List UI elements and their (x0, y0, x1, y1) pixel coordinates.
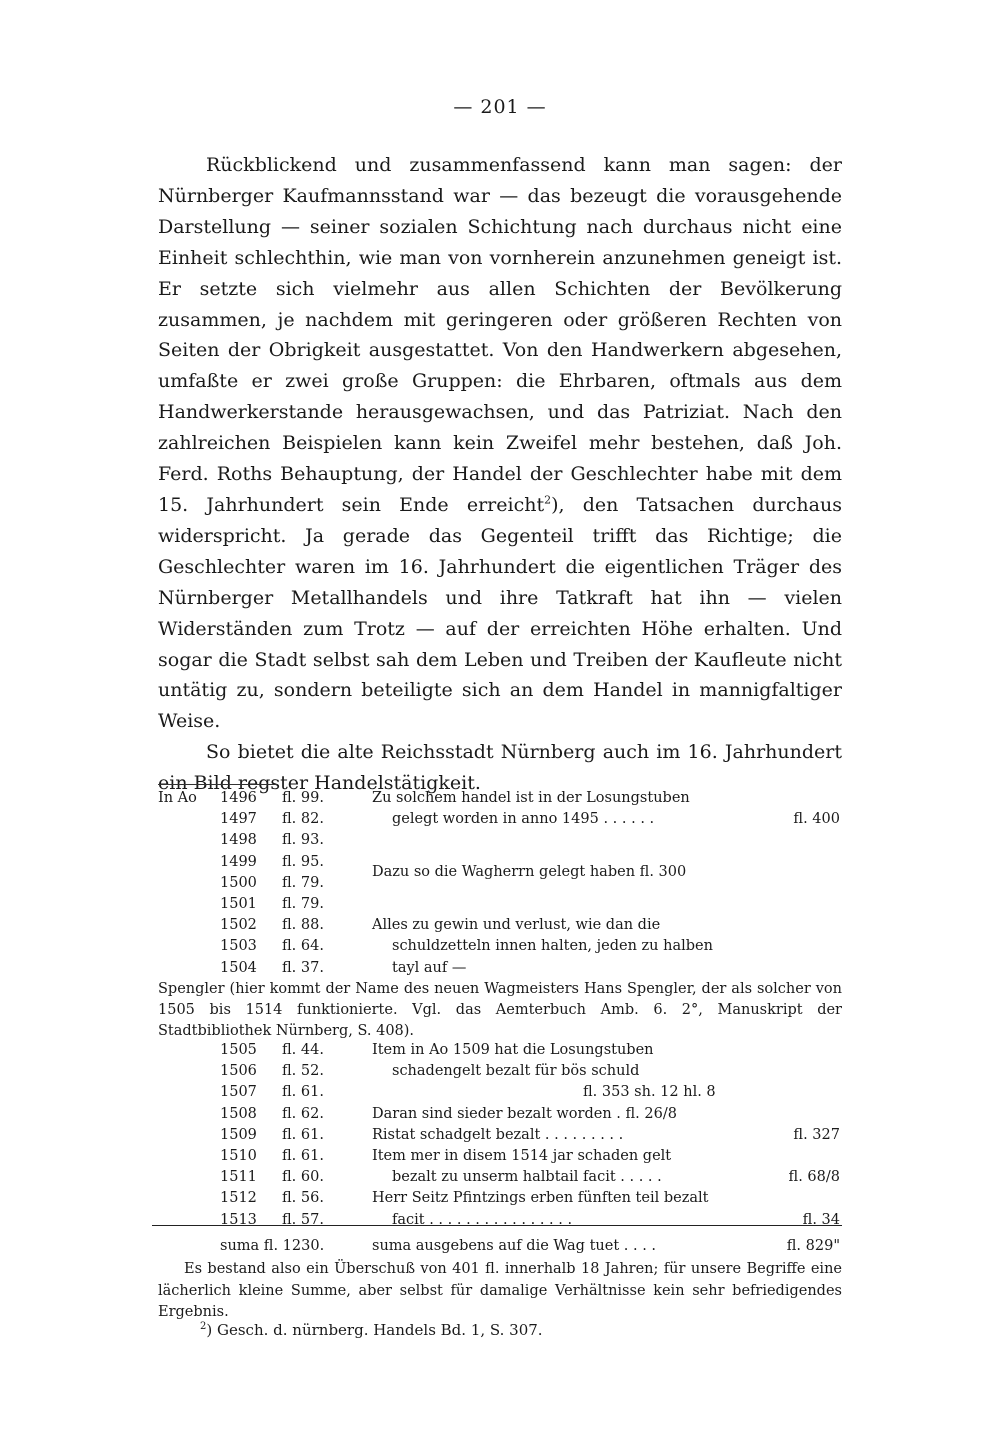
table-row (158, 1061, 842, 1082)
table-row (158, 958, 842, 979)
table-row (158, 1125, 842, 1146)
year-cell: 1509 (220, 1126, 257, 1143)
year-prefix: In Ao (158, 790, 197, 806)
year-cell: 1511 (220, 1169, 257, 1186)
table-row (158, 1104, 842, 1125)
page-number: — 201 — (453, 96, 547, 118)
year-cell: 1508 (220, 1105, 257, 1122)
year-cell: 1498 (220, 832, 257, 849)
table-row (158, 852, 842, 880)
description-cell: Alles zu gewin und verlust, wie dan die (372, 917, 661, 934)
amount-cell: fl. 44. (282, 1042, 324, 1058)
summary-mid: suma ausgebens auf die Wag tuet . . . . (372, 1238, 657, 1254)
right-amount-cell: fl. 400 (793, 811, 840, 828)
table-row (158, 1210, 842, 1231)
description-cell: tayl auf — (392, 959, 467, 976)
conclusion-paragraph (158, 1259, 842, 1324)
table-row (158, 1040, 842, 1061)
footnote (200, 1321, 543, 1339)
ledger-table-1 (158, 788, 842, 979)
spengler-note: Spengler (hier kommt der Name des neuen Wagmeisters Hans Spengler, der als solcher von 1505 bis 1514 funktionierte. Vgl. das Aemterbuch Amb. 6. 2°, Manuskript der Stadtbibliothek Nürnberg, S. 408). (158, 981, 842, 1040)
sum-rule (152, 1225, 842, 1226)
description-cell: schadengelt bezalt für bös schuld (392, 1063, 640, 1080)
summary-left: suma fl. 1230. (220, 1238, 325, 1254)
description-cell: Dazu so die Wagherrn gelegt haben fl. 300 (372, 863, 687, 880)
amount-cell: fl. 79. (282, 874, 324, 891)
right-amount-cell: fl. 34 (802, 1211, 840, 1228)
description-cell: Zu solchem handel ist in der Losungstuben (372, 790, 690, 806)
year-cell: 1513 (220, 1211, 257, 1228)
table-row (158, 1146, 842, 1167)
year-cell: 1502 (220, 917, 257, 934)
description-cell: schuldzetteln innen halten, jeden zu halben (392, 938, 713, 955)
year-cell: 1512 (220, 1190, 257, 1207)
description-cell: gelegt worden in anno 1495 . . . . . . (392, 811, 655, 828)
conclusion-text: Es bestand also ein Überschuß von 401 fl. innerhalb 18 Jahren; für unsere Begriffe eine lächerlich kleine Summe, aber selbst für damalige Verhältnisse kein sehr befriedigendes Ergebnis. (158, 1261, 842, 1320)
description-cell: Daran sind sieder bezalt worden . fl. 26/8 (372, 1105, 677, 1122)
paragraph-1 (158, 150, 842, 737)
year-cell: 1505 (220, 1042, 257, 1058)
year-cell: 1510 (220, 1147, 257, 1164)
summary-row (158, 1238, 842, 1259)
table-row (158, 830, 842, 851)
description-cell: Ristat schadgelt bezalt . . . . . . . . . (372, 1126, 624, 1143)
amount-cell: fl. 61. (282, 1147, 324, 1164)
paragraph-1-part-a: Rückblickend und zusammenfassend kann man sagen: der Nürnberger Kaufmannsstand war — das bezeugt die vorausgehende Darstellung — seiner sozialen Schichtung nach durchaus nicht eine Einheit schlechthin, wie man von vornherein anzunehmen geneigt ist. Er setzte sich vielmehr aus allen Schichten der Bevölkerung zusammen, je nachdem mit geringeren oder größeren Rechten von Seiten der Obrigkeit ausgestattet. Von den Handwerkern abgesehen, umfaßte er zwei große Gruppen: die Ehrbaren, oftmals aus dem Handwerkerstande herausgewachsen, und das Patriziat. Nach den zahlreichen Beispielen kann kein Zweifel mehr bestehen, daß Joh. Ferd. Roths Behauptung, der Handel der Geschlechter habe mit dem 15. Jahrhundert sein Ende erreicht (158, 154, 842, 516)
body-text (158, 150, 842, 799)
year-cell: 1497 (220, 811, 257, 828)
year-cell: 1507 (220, 1084, 257, 1101)
amount-cell: fl. 99. (282, 790, 324, 806)
year-cell: 1496 (220, 790, 257, 806)
description-cell: Item in Ao 1509 hat die Losungstuben (372, 1042, 654, 1058)
footnote-ref: 2 (544, 493, 552, 507)
table-row (158, 1167, 842, 1188)
year-cell: 1506 (220, 1063, 257, 1080)
footnote-marker: 2 (200, 1321, 207, 1332)
description-cell: Item mer in disem 1514 jar schaden gelt (372, 1147, 672, 1164)
year-cell: 1503 (220, 938, 257, 955)
year-cell: 1499 (220, 853, 257, 870)
amount-cell: fl. 60. (282, 1169, 324, 1186)
summary-right: fl. 829" (786, 1238, 840, 1254)
description-cell: fl. 353 sh. 12 hl. 8 (583, 1084, 716, 1101)
amount-cell: fl. 37. (282, 959, 324, 976)
amount-cell: fl. 61. (282, 1084, 324, 1101)
table-row (158, 894, 842, 915)
table-row (158, 788, 842, 809)
description-cell: facit . . . . . . . . . . . . . . . . (392, 1211, 573, 1228)
amount-cell: fl. 52. (282, 1063, 324, 1080)
table-row (158, 873, 842, 894)
year-cell: 1504 (220, 959, 257, 976)
footnote-text: ) Gesch. d. nürnberg. Handels Bd. 1, S. 307. (206, 1321, 543, 1339)
table-top-rule (158, 784, 278, 785)
amount-cell: fl. 88. (282, 917, 324, 934)
amount-cell: fl. 79. (282, 895, 324, 912)
amount-cell: fl. 57. (282, 1211, 324, 1228)
table-row (158, 915, 842, 936)
paragraph-1-part-b: ), den Tatsachen durchaus widerspricht. Ja gerade das Gegenteil trifft das Richtige; die Geschlechter waren im 16. Jahrhundert die eigentlichen Träger des Nürnberger Metallhandels und ihre Tatkraft hat ihn — vielen Widerständen zum Trotz — auf der erreichten Höhe erhalten. Und sogar die Stadt selbst sah dem Leben und Treiben der Kaufleute nicht untätig zu, sondern beteiligte sich an dem Handel in mannigfaltiger Weise. (158, 493, 842, 733)
description-cell: Herr Seitz Pfintzings erben fünften teil bezalt (372, 1190, 709, 1207)
year-cell: 1500 (220, 874, 257, 891)
description-cell: bezalt zu unserm halbtail facit . . . . . (392, 1169, 662, 1186)
right-amount-cell: fl. 68/8 (788, 1169, 840, 1186)
table-row (158, 936, 842, 957)
table-row (158, 1188, 842, 1209)
table-row (158, 809, 842, 830)
amount-cell: fl. 95. (282, 853, 324, 870)
ledger-table-2 (158, 1040, 842, 1231)
amount-cell: fl. 56. (282, 1190, 324, 1207)
right-amount-cell: fl. 327 (793, 1126, 840, 1143)
table-row (158, 1082, 842, 1103)
amount-cell: fl. 82. (282, 811, 324, 828)
amount-cell: fl. 93. (282, 832, 324, 849)
amount-cell: fl. 62. (282, 1105, 324, 1122)
paragraph-2: So bietet die alte Reichsstadt Nürnberg auch im 16. Jahrhundert ein Bild regster Handelstätigkeit. (158, 741, 842, 795)
amount-cell: fl. 61. (282, 1126, 324, 1143)
amount-cell: fl. 64. (282, 938, 324, 955)
year-cell: 1501 (220, 895, 257, 912)
